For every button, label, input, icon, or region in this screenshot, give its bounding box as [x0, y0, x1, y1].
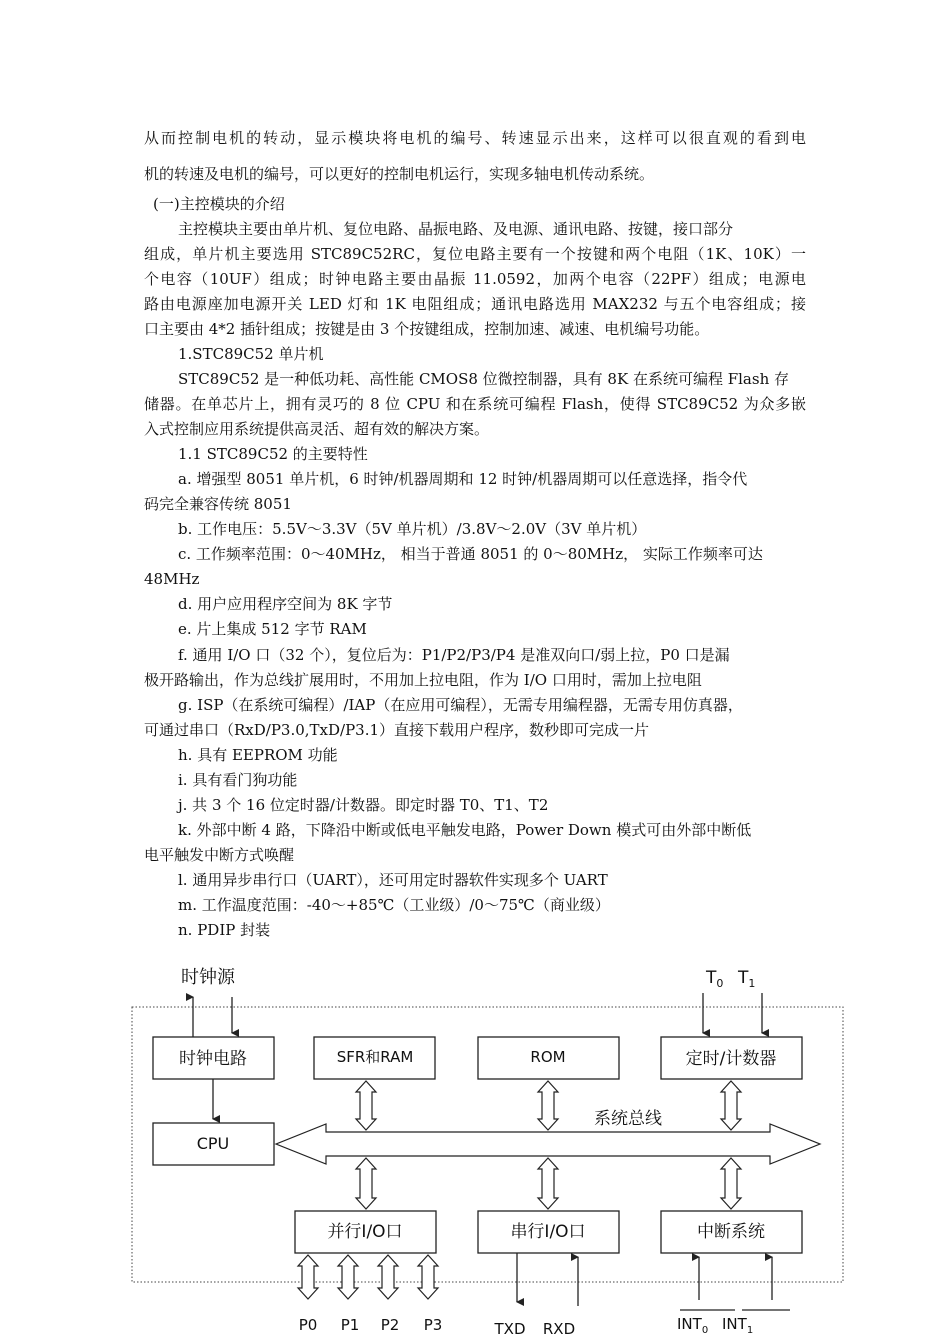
clock-circuit-label: 时钟电路: [179, 1049, 247, 1069]
p2-double-arrow: [378, 1255, 398, 1299]
port-p0-label: P0: [298, 1316, 318, 1334]
port-p3-label: P3: [423, 1316, 443, 1334]
sub-heading: 1.STC89C52 单片机: [178, 345, 324, 363]
paragraph-line: 储器。在单芯片上，拥有灵巧的 8 位 CPU 和在系统可编程 Flash，使得 STC89C52 为众多嵌: [144, 395, 806, 413]
timer-input-t0: $T_0$: [706, 968, 724, 990]
feature-item: 48MHz: [144, 570, 200, 588]
feature-item: m. 工作温度范围：-40～+85℃（工业级）/0～75℃（商业级）: [178, 896, 610, 914]
paragraph-line: 组成，单片机主要选用 STC89C52RC，复位电路主要有一个按键和两个电阻（1K、10K）一: [144, 245, 806, 263]
paragraph-line: 从而控制电机的转动，显示模块将电机的编号、转速显示出来，这样可以很直观的看到电: [144, 129, 806, 147]
p3-double-arrow: [418, 1255, 438, 1299]
txd-label: TXD: [494, 1320, 526, 1338]
int1-label: $INT_1$: [722, 1315, 754, 1336]
p1-double-arrow: [338, 1255, 358, 1299]
paragraph-line: 个电容（10UF）组成；时钟电路主要由晶振 11.0592，加两个电容（22PF）组成；电源电: [144, 270, 806, 288]
sfr-bus-double-arrow: [356, 1081, 376, 1130]
feature-item: e. 片上集成 512 字节 RAM: [178, 620, 367, 638]
feature-item: b. 工作电压：5.5V～3.3V（5V 单片机）/3.8V～2.0V（3V 单片机）: [178, 520, 647, 538]
paragraph-line: 主控模块主要由单片机、复位电路、晶振电路、及电源、通讯电路、按键，接口部分: [178, 220, 734, 238]
feature-item: c. 工作频率范围：0～40MHz， 相当于普通 8051 的 0～80MHz， 实际工作频率可达: [178, 545, 763, 563]
timer-counter-label: 定时/计数器: [685, 1049, 777, 1069]
system-bus-label: 系统总线: [594, 1109, 662, 1129]
stc89c52-block-diagram: [0, 955, 950, 1344]
paragraph-line: 路由电源座加电源开关 LED 灯和 1K 电阻组成；通讯电路选用 MAX232 与五个电容组成；接: [144, 295, 806, 313]
port-p2-label: P2: [380, 1316, 400, 1334]
int0-label: $INT_0$: [677, 1315, 709, 1336]
bus-interrupt-double-arrow: [721, 1158, 741, 1209]
rxd-label: RXD: [542, 1320, 576, 1338]
paragraph-line: STC89C52 是一种低功耗、高性能 CMOS8 位微控制器，具有 8K 在系统可编程 Flash 存: [178, 370, 789, 388]
feature-item: 电平触发中断方式唤醒: [144, 846, 295, 864]
paragraph-line: 入式控制应用系统提供高灵活、超有效的解决方案。: [144, 420, 490, 438]
interrupt-system-label: 中断系统: [697, 1222, 765, 1242]
port-p1-label: P1: [340, 1316, 360, 1334]
sfr-ram-label: SFR和RAM: [336, 1048, 414, 1066]
rom-bus-double-arrow: [538, 1081, 558, 1130]
feature-item: 极开路输出，作为总线扩展用时，不用加上拉电阻，作为 I/O 口用时，需加上拉电阻: [144, 671, 702, 689]
bus-parallel-double-arrow: [356, 1158, 376, 1209]
clock-source-label: 时钟源: [181, 967, 235, 988]
rom-label: ROM: [530, 1048, 566, 1066]
feature-item: 码完全兼容传统 8051: [144, 495, 292, 513]
paragraph-line: 口主要由 4*2 插针组成；按键是由 3 个按键组成，控制加速、减速、电机编号功能。: [144, 320, 710, 338]
timer-bus-double-arrow: [721, 1081, 741, 1130]
p0-double-arrow: [298, 1255, 318, 1299]
feature-item: k. 外部中断 4 路，下降沿中断或低电平触发电路，Power Down 模式可由外部中断低: [178, 821, 752, 839]
feature-item: d. 用户应用程序空间为 8K 字节: [178, 595, 393, 613]
feature-item: j. 共 3 个 16 位定时器/计数器。即定时器 T0、T1、T2: [178, 796, 549, 814]
features-heading: 1.1 STC89C52 的主要特性: [178, 445, 368, 463]
paragraph-line: 机的转速及电机的编号，可以更好的控制电机运行，实现多轴电机传动系统。: [144, 165, 655, 183]
feature-item: a. 增强型 8051 单片机，6 时钟/机器周期和 12 时钟/机器周期可以任意选择，指令代: [178, 470, 748, 488]
bus-serial-double-arrow: [538, 1158, 558, 1209]
feature-item: l. 通用异步串行口（UART），还可用定时器软件实现多个 UART: [178, 871, 608, 889]
feature-item: f. 通用 I/O 口（32 个），复位后为：P1/P2/P3/P4 是准双向口/弱上拉，P0 口是漏: [178, 646, 730, 664]
timer-input-t1: $T_1$: [738, 968, 756, 990]
feature-item: i. 具有看门狗功能: [178, 771, 298, 789]
feature-item: 可通过串口（RxD/P3.0,TxD/P3.1）直接下载用户程序，数秒即可完成一片: [144, 721, 650, 739]
section-heading: (一)主控模块的介绍: [153, 195, 285, 213]
feature-item: h. 具有 EEPROM 功能: [178, 746, 338, 764]
parallel-io-label: 并行I/O口: [327, 1222, 403, 1242]
feature-item: n. PDIP 封装: [178, 921, 271, 939]
serial-io-label: 串行I/O口: [510, 1222, 586, 1242]
cpu-label: CPU: [196, 1134, 230, 1153]
feature-item: g. ISP（在系统可编程）/IAP（在应用可编程），无需专用编程器，无需专用仿真器，: [178, 696, 743, 714]
